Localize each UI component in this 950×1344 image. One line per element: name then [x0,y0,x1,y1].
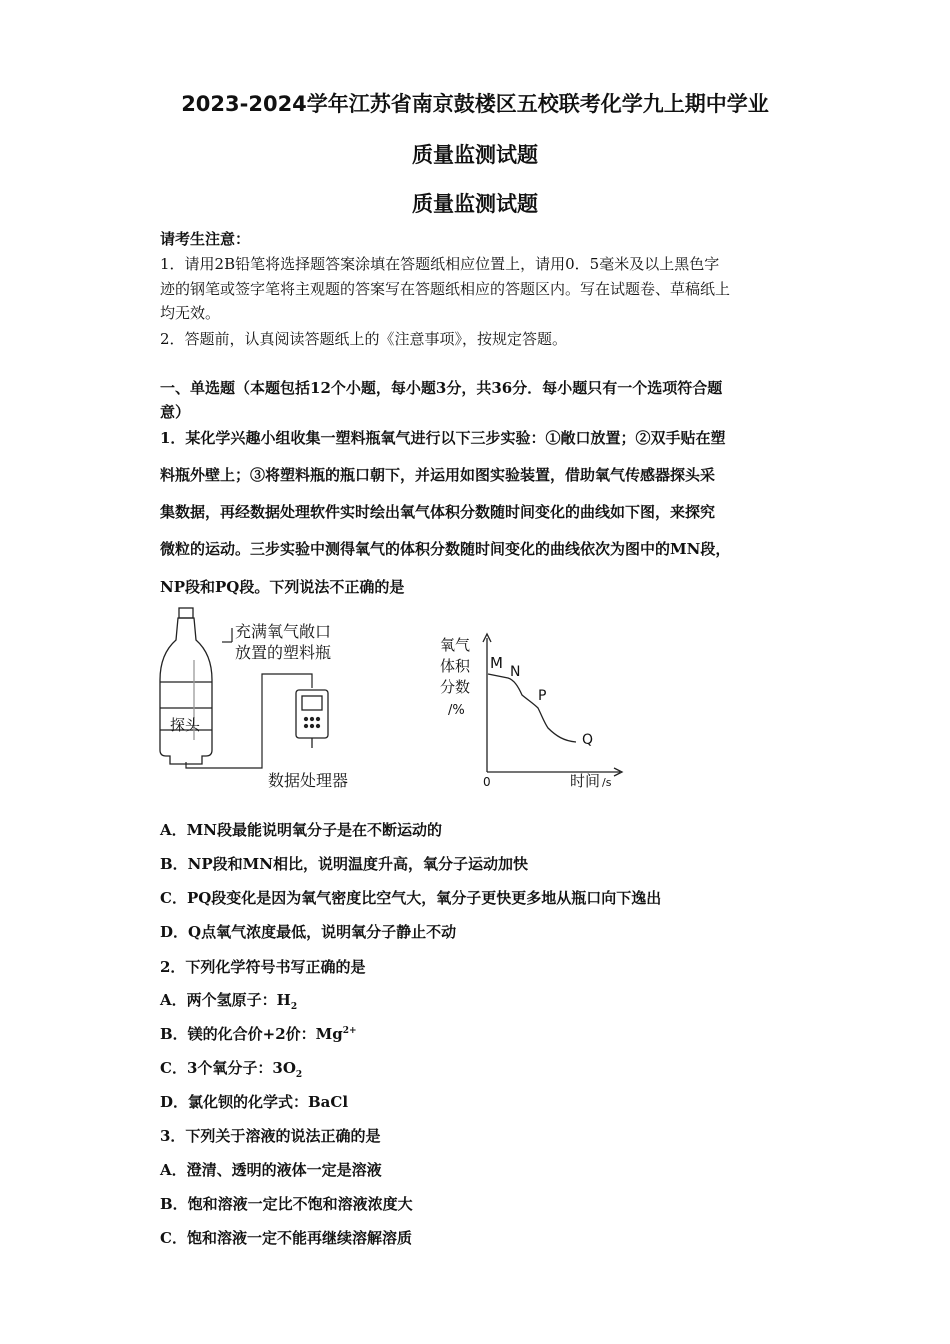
section-heading-line2: 意） [160,403,191,421]
oxygen-curve [488,674,576,742]
q2-option-b [160,1023,357,1044]
y-label-line3: 分数 [440,678,471,696]
q1-option-d: D．Q点氧气浓度最低，说明氧分子静止不动 [160,923,457,941]
q2-stem: 2．下列化学符号书写正确的是 [160,958,366,976]
q3-option-a: A．澄清、透明的液体一定是溶液 [160,1161,382,1179]
q3-option-b: B．饱和溶液一定比不饱和溶液浓度大 [160,1195,413,1213]
q3-stem: 3．下列关于溶液的说法正确的是 [160,1127,381,1145]
y-label-line2: 体积 [440,657,471,675]
q1-figure [150,600,640,800]
point-n-label: N [510,664,521,680]
q2-option-a-text: A．两个氢原子：H [160,991,291,1009]
q3-option-c: C．饱和溶液一定不能再继续溶解溶质 [160,1229,412,1247]
q2-option-c [160,1057,302,1080]
q1-stem-line1: 1．某化学兴趣小组收集一塑料瓶氧气进行以下三步实验：①敞口放置；②双手贴在塑 [160,429,726,447]
plastic-bottle-icon [160,608,212,764]
point-p-label: P [538,688,547,704]
q2-option-a [160,989,297,1012]
processor-label: 数据处理器 [268,771,349,790]
bottle-label-line2: 放置的塑料瓶 [235,643,332,662]
q1-stem-line4: 微粒的运动。三步实验中测得氧气的体积分数随时间变化的曲线依次为图中的MN段， [160,540,731,558]
bottle-label-line1: 充满氧气敞口 [235,622,332,641]
notice-item1-line1: 1．请用2B铅笔将选择题答案涂填在答题纸相应位置上，请用0．5毫米及以上黑色字 [160,255,720,273]
q2-option-a-subscript: 2 [290,1002,298,1012]
q1-stem-line3: 集数据，再经数据处理软件实时绘出氧气体积分数随时间变化的曲线如下图，来探究 [160,503,716,521]
exam-title-line2: 质量监测试题 [412,143,538,167]
notice-item1-line2: 迹的钢笔或签字笔将主观题的答案写在答题纸相应的答题区内。写在试题卷、草稿纸上 [160,280,731,298]
oxygen-graph [440,634,622,790]
q1-stem-line5: NP段和PQ段。下列说法不正确的是 [160,578,405,596]
q1-stem-line2: 料瓶外壁上；③将塑料瓶的瓶口朝下，并运用如图实验装置，借助氧气传感器探头采 [160,466,716,484]
y-label-line4: /% [448,703,465,718]
q2-option-b-superscript: 2+ [342,1026,357,1036]
q1-option-c: C．PQ段变化是因为氧气密度比空气大，氧分子更快更多地从瓶口向下逸出 [160,889,662,907]
point-m-label: M [490,654,503,672]
q2-option-b-text: B．镁的化合价+2价：Mg [160,1025,343,1043]
exam-title-line3: 质量监测试题 [412,192,538,216]
y-label-line1: 氧气 [440,636,471,654]
q1-option-a: A．MN段最能说明氧分子是在不断运动的 [160,821,442,839]
x-unit: /s [602,776,612,789]
notice-item2: 2．答题前，认真阅读答题纸上的《注意事项》，按规定答题。 [160,330,568,348]
notice-heading: 请考生注意： [160,230,251,248]
q1-option-b: B．NP段和MN相比，说明温度升高，氧分子运动加快 [160,855,528,873]
origin-label: 0 [483,775,491,789]
q2-option-d: D．氯化钡的化学式：BaCl [160,1093,349,1111]
probe-label: 探头 [170,716,201,734]
section-heading-line1: 一、单选题（本题包括12个小题，每小题3分，共36分．每小题只有一个选项符合题 [160,379,723,397]
q2-option-c-text: C．3个氧分子：3O [160,1059,296,1077]
q2-option-c-subscript: 2 [295,1070,303,1080]
x-label: 时间 [570,772,601,790]
data-processor-icon [296,690,328,748]
point-q-label: Q [582,732,594,748]
notice-item1-line3: 均无效。 [160,304,221,322]
exam-title-line1: 2023-2024学年江苏省南京鼓楼区五校联考化学九上期中学业 [181,92,769,116]
